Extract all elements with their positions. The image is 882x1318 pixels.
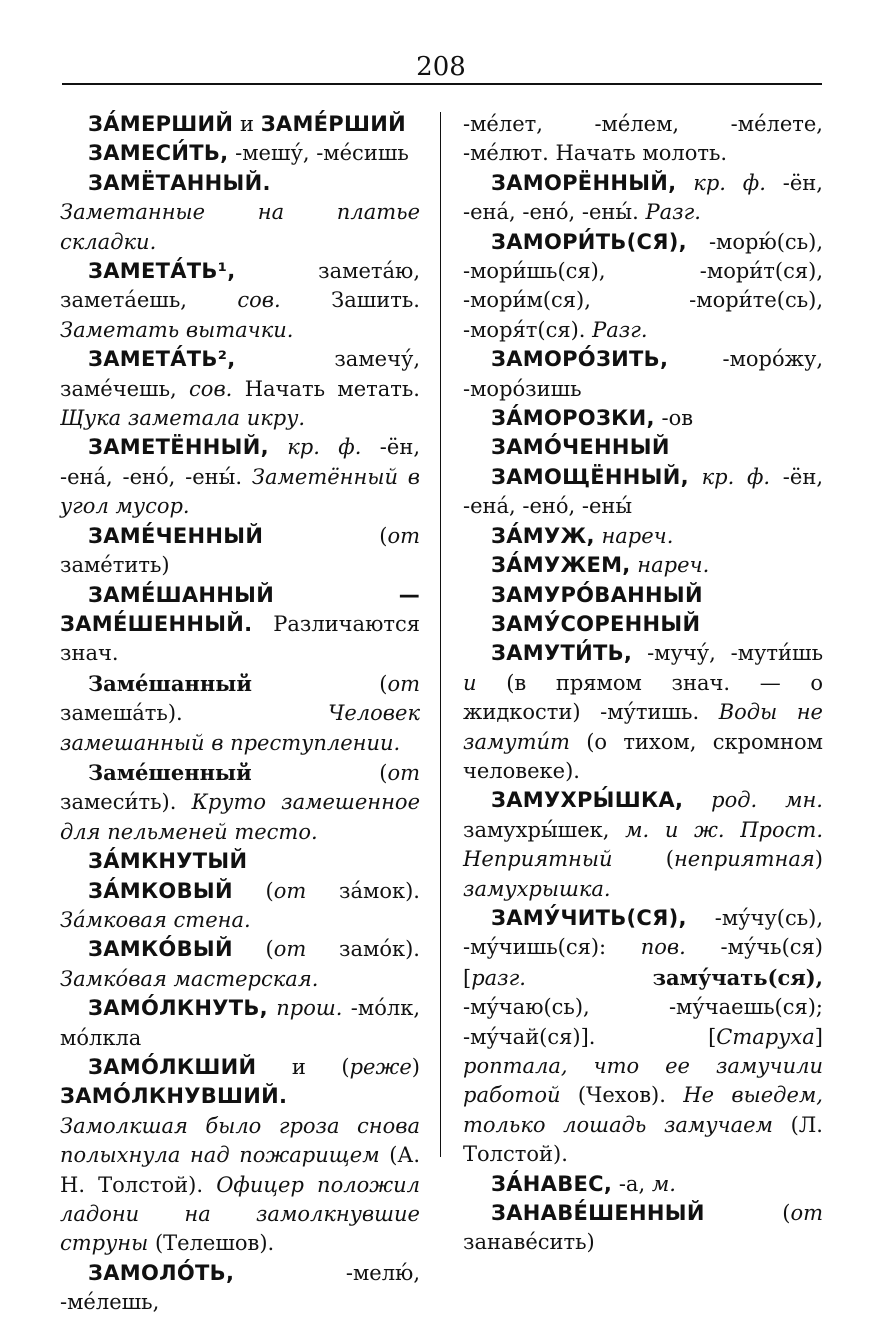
entry-headword: ЗАМОЛО́ТЬ, bbox=[88, 1260, 235, 1285]
entry-text: -мо́лк, мо́лкла bbox=[60, 996, 420, 1050]
entry-text: -мучу́, -мути́шь bbox=[647, 641, 823, 666]
entry-italic-text: Заметанные на платье складки. bbox=[60, 200, 420, 254]
entry-italic-text: нареч. bbox=[601, 523, 674, 548]
entry-text: -морю́(сь), -мори́шь(ся), -мори́т(ся), -мори́м(ся), -мори́те(сь), -моря́т(ся). bbox=[463, 229, 823, 342]
entry-headword: ЗА́МУЖЕМ, bbox=[491, 553, 631, 578]
entry-italic-text: Заметённый в угол мусор. bbox=[60, 464, 420, 519]
entry-italic-text: Разг. bbox=[645, 200, 701, 225]
dictionary-entry bbox=[60, 669, 420, 758]
entry-italic-text: Не выедем, только лошадь замучаем bbox=[463, 1083, 823, 1137]
entry-italic-text: от bbox=[387, 671, 420, 696]
entry-italic-text: нареч. bbox=[637, 553, 710, 578]
entry-text: -ов bbox=[661, 406, 694, 431]
dictionary-entry bbox=[463, 463, 823, 522]
entry-italic-text: кр. ф. bbox=[287, 435, 362, 460]
entry-italic-text: от bbox=[387, 760, 420, 785]
entry-headword: ЗАМУРО́ВАННЫЙ bbox=[491, 582, 703, 607]
dictionary-entry bbox=[60, 139, 420, 168]
entry-text: замета́ю, замета́ешь, bbox=[60, 259, 420, 313]
entry-headword: ЗАМУХРЫ́ШКА, bbox=[491, 788, 684, 813]
entry-italic-text: от bbox=[273, 937, 307, 962]
entry-headword: ЗАМЕТЁННЫЙ, bbox=[88, 435, 269, 460]
dictionary-entry bbox=[60, 169, 420, 257]
entry-headword: ЗАМО́ЛКШИЙ bbox=[88, 1055, 257, 1079]
entry-text: ( bbox=[265, 878, 274, 903]
dictionary-entry bbox=[60, 581, 420, 669]
entry-text: Начать метать. bbox=[244, 376, 420, 401]
entry-italic-text: пов. bbox=[640, 935, 686, 960]
entry-italic-text: м. bbox=[651, 1171, 676, 1196]
entry-text: замо́к). bbox=[339, 937, 420, 962]
entry-headword: ЗАМЕСИ́ТЬ, bbox=[88, 141, 229, 166]
entry-italic-text: Старуха bbox=[716, 1024, 815, 1049]
entry-text: -ме́лет, -ме́лем, -ме́лете, -ме́лют. Начать молоть. bbox=[463, 112, 823, 166]
entry-headword: ЗАМУ́СОРЕННЫЙ bbox=[491, 611, 701, 636]
entry-headword: ЗАМОРИ́ТЬ(СЯ), bbox=[491, 229, 687, 254]
entry-text: -му́чь(ся) [ bbox=[463, 935, 823, 990]
dictionary-entry bbox=[463, 522, 823, 551]
entry-text: ( bbox=[265, 937, 274, 962]
entry-headword: ЗАМЁТАННЫЙ. bbox=[88, 170, 271, 195]
dictionary-entry bbox=[60, 257, 420, 345]
entry-headword: ЗАМЕТА́ТЬ¹, bbox=[88, 259, 236, 284]
dictionary-entry bbox=[463, 433, 823, 462]
entry-headword: ЗА́МКНУТЫЙ bbox=[88, 849, 248, 874]
entry-headword: ЗАМО́ЧЕННЫЙ bbox=[491, 435, 670, 460]
entry-text: (А. Н. Толстой). bbox=[60, 1143, 420, 1197]
entry-text: занаве́сить) bbox=[463, 1230, 595, 1255]
entry-italic-text: Человек замешанный в преступлении. bbox=[60, 701, 420, 755]
entry-headword: ЗАМО́ЛКНУТЬ, bbox=[88, 996, 268, 1021]
dictionary-entry bbox=[60, 758, 420, 847]
entry-headword: ЗАМЕ́ШАННЫЙ — ЗАМЕ́ШЕННЫЙ. bbox=[60, 582, 420, 636]
entry-text: ( bbox=[379, 523, 388, 548]
entry-bold-text: заму́чать(ся), bbox=[652, 964, 823, 990]
entry-italic-text: сов. bbox=[237, 288, 281, 313]
right-column bbox=[463, 110, 823, 1258]
entry-italic-text: неприятная bbox=[673, 847, 815, 872]
entry-text: -ён, -ена́, -ено́, -ены́ bbox=[463, 464, 823, 519]
entry-text: -а, bbox=[618, 1171, 646, 1196]
entry-headword: ЗАМУТИ́ТЬ, bbox=[491, 641, 633, 666]
entry-text: и bbox=[240, 112, 254, 136]
entry-text: -му́чаю(сь), -му́чаешь(ся); -му́чай(ся)]. [ bbox=[463, 995, 823, 1049]
entry-italic-text: и bbox=[463, 670, 477, 695]
dictionary-entry bbox=[60, 522, 420, 581]
entry-italic-text: Круто замешенное для пельменей тесто. bbox=[60, 790, 420, 844]
entry-italic-text: от bbox=[790, 1201, 823, 1226]
dictionary-entry bbox=[60, 1259, 420, 1318]
entry-text: за́мок). bbox=[339, 878, 420, 903]
dictionary-entry bbox=[60, 877, 420, 936]
dictionary-entry bbox=[60, 433, 420, 521]
entry-italic-text: Офицер положил ладони на замолкнувшие струны bbox=[60, 1172, 420, 1256]
entry-italic-text: Воды не замути́т bbox=[463, 700, 823, 754]
entry-italic-text: род. мн. bbox=[711, 788, 823, 813]
entry-text: замеша́ть). bbox=[60, 701, 183, 726]
entry-headword: ЗА́МУЖ, bbox=[491, 523, 595, 548]
dictionary-entry bbox=[463, 404, 823, 433]
entry-headword: ЗАНАВЕ́ШЕННЫЙ bbox=[491, 1201, 705, 1226]
dictionary-entry bbox=[463, 904, 823, 1170]
dictionary-entry bbox=[463, 110, 823, 169]
entry-bold-text: Заме́шенный bbox=[88, 759, 252, 785]
entry-text: (о тихом, скромном человеке). bbox=[463, 729, 823, 783]
entry-italic-text: сов. bbox=[189, 376, 233, 401]
entry-text: ( bbox=[379, 760, 388, 785]
entry-italic-text: кр. ф. bbox=[701, 464, 771, 489]
entry-text: -ён, -ена́, -ено́, -ены́. bbox=[60, 435, 420, 489]
entry-headword: ЗА́МЕРШИЙ bbox=[88, 112, 234, 136]
dictionary-entry bbox=[463, 1170, 823, 1199]
entry-text: Различаются знач. bbox=[60, 611, 420, 666]
entry-italic-text: разг. bbox=[471, 965, 526, 990]
dictionary-entry bbox=[463, 581, 823, 610]
entry-italic-text: от bbox=[387, 523, 420, 548]
dictionary-entry bbox=[463, 786, 823, 904]
entry-text: замечу́, заме́чешь, bbox=[60, 347, 420, 401]
entry-text: (Л. Толстой). bbox=[463, 1112, 823, 1167]
entry-text: ) bbox=[814, 847, 823, 872]
entry-text: (Телешов). bbox=[154, 1231, 275, 1256]
entry-italic-text: Замко́вая мастерская. bbox=[60, 966, 319, 991]
entry-italic-text: м. и ж. Прост. Неприятный bbox=[463, 817, 823, 872]
entry-headword: ЗА́НАВЕС, bbox=[491, 1171, 613, 1196]
entry-headword: ЗАМЕ́ЧЕННЫЙ bbox=[88, 523, 264, 548]
entry-italic-text: кр. ф. bbox=[693, 170, 766, 195]
entry-headword: ЗАМОРО́ЗИТЬ, bbox=[491, 347, 669, 372]
entry-italic-text: Замолкшая было гроза снова полыхнула над пожарищем bbox=[60, 1113, 420, 1168]
entry-italic-text: За́мковая стена. bbox=[60, 907, 251, 932]
entry-italic-text: от bbox=[273, 878, 307, 903]
dictionary-entry bbox=[60, 847, 420, 876]
entry-headword: ЗАМКО́ВЫЙ bbox=[88, 937, 233, 962]
entry-text: и ( bbox=[291, 1055, 350, 1079]
entry-headword: ЗА́МКОВЫЙ bbox=[88, 878, 233, 903]
entry-text: ] bbox=[814, 1024, 823, 1049]
entry-italic-text: Щука заметала икру. bbox=[60, 406, 306, 431]
entry-italic-text: Разг. bbox=[592, 317, 648, 342]
entry-headword: ЗАМОРЁННЫЙ, bbox=[491, 170, 677, 195]
dictionary-entry bbox=[463, 551, 823, 580]
entry-text: (в прямом знач. — о жидкости) -му́тишь. bbox=[463, 670, 823, 725]
dictionary-entry bbox=[60, 110, 420, 139]
dictionary-entry bbox=[463, 228, 823, 346]
entry-text: ( bbox=[665, 847, 674, 872]
entry-italic-text: реже bbox=[349, 1055, 412, 1079]
entry-text: замеси́ть). bbox=[60, 790, 177, 815]
dictionary-entry bbox=[60, 345, 420, 433]
entry-headword: ЗАМО́ЛКНУВШИЙ. bbox=[60, 1084, 288, 1109]
dictionary-entry bbox=[463, 610, 823, 639]
entry-text: -мелю́, -ме́лешь, bbox=[60, 1260, 420, 1315]
entry-headword: ЗАМОЩЁННЫЙ, bbox=[491, 464, 689, 489]
entry-text: ( bbox=[379, 671, 388, 696]
dictionary-entry bbox=[463, 169, 823, 228]
entry-text: -му́чу(сь), -му́чишь(ся): bbox=[463, 905, 823, 960]
dictionary-entry bbox=[60, 935, 420, 994]
entry-text: Зашить. bbox=[331, 288, 420, 313]
entry-text: -ён, -ена́, -ено́, -ены́. bbox=[463, 170, 823, 225]
entry-text: заме́тить) bbox=[60, 553, 170, 578]
page-number: 208 bbox=[416, 52, 466, 82]
entry-text: ( bbox=[782, 1201, 791, 1226]
dictionary-entry bbox=[60, 994, 420, 1053]
entry-italic-text: прош. bbox=[276, 996, 343, 1021]
left-column bbox=[60, 110, 420, 1318]
entry-headword: ЗАМЕ́РШИЙ bbox=[260, 112, 406, 136]
entry-text: -моро́жу, -моро́зишь bbox=[463, 347, 823, 401]
entry-italic-text: Заметать вытачки. bbox=[60, 317, 294, 342]
entry-text: ) bbox=[411, 1055, 420, 1079]
entry-italic-text: роптала, что ее замучили работой bbox=[463, 1054, 823, 1108]
dictionary-entry bbox=[463, 345, 823, 404]
column-divider bbox=[440, 112, 441, 1157]
entry-text: -мешу́, -ме́сишь bbox=[235, 141, 409, 166]
entry-italic-text: замухрышка. bbox=[463, 876, 611, 901]
entry-headword: ЗАМУ́ЧИТЬ(СЯ), bbox=[491, 905, 687, 930]
header-rule bbox=[62, 83, 822, 85]
entry-bold-text: Заме́шанный bbox=[88, 670, 252, 696]
dictionary-entry bbox=[463, 639, 823, 786]
entry-text: (Чехов). bbox=[577, 1083, 666, 1108]
entry-headword: ЗА́МОРОЗКИ, bbox=[491, 406, 655, 431]
dictionary-entry bbox=[463, 1199, 823, 1258]
dictionary-entry bbox=[60, 1053, 420, 1259]
entry-headword: ЗАМЕТА́ТЬ², bbox=[88, 347, 236, 372]
entry-text: замухры́шек, bbox=[463, 817, 610, 842]
